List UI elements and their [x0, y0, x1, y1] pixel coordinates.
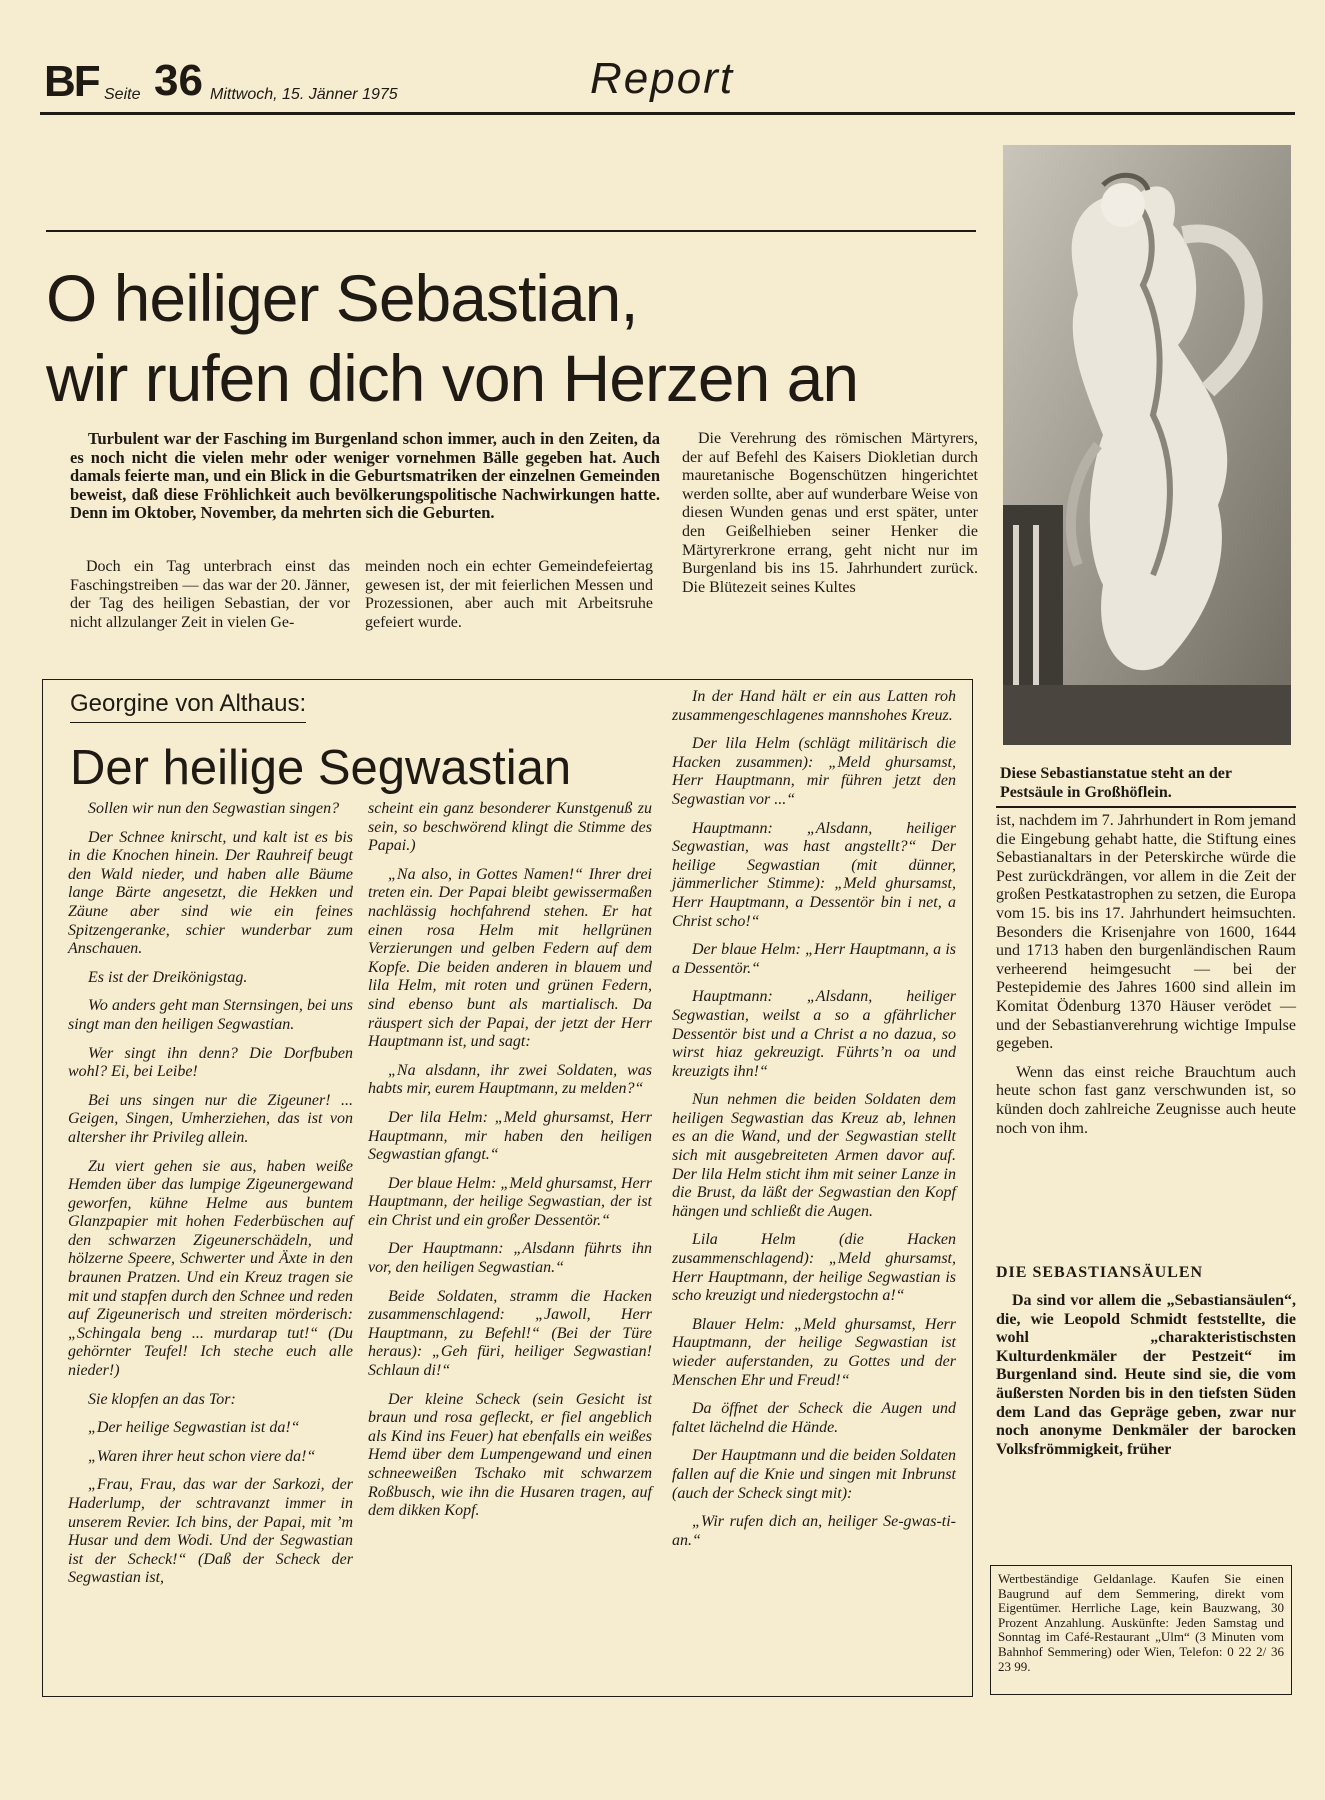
caption-rule [996, 806, 1296, 808]
page-label: Seite [104, 86, 141, 103]
box-paragraph: „Na alsdann, ihr zwei Soldaten, was habts mir, eurem Hauptmann, zu melden?“ [368, 1061, 652, 1098]
box-byline: Georgine von Althaus: [70, 688, 306, 723]
right-column-paragraph-bold: Da sind vor allem die „Sebastiansäulen“, die, wie Leopold Schmidt feststellte, die wohl „charakteristischsten Kulturdenkmäler der Pestzeit“ im Burgenland sind. Heute sind sie, die vom äußersten Norden bis in den tiefsten Süden dem Land das Gepräge geben, zwar nur noch anonyme Denkmäler der barocken Volksfrömmigkeit, früher [996, 1292, 1296, 1458]
box-paragraph: Sie klopfen an das Tor: [88, 1390, 236, 1408]
page-number: 36 [154, 56, 203, 105]
box-paragraph: Blauer Helm: „Meld ghursamst, Herr Hauptmann, der heilige Segwastian ist wieder auferstanden, zu Gottes und der Menschen Ehr und Freud!“ [672, 1315, 956, 1389]
box-column-3 [672, 688, 956, 1560]
box-paragraph: In der Hand hält er ein aus Latten roh zusammengeschlagenes mannshohes Kreuz. [672, 688, 956, 724]
intro-column-1: Doch ein Tag unterbrach einst das Faschingstreiben — das war der 20. Jänner, der Tag des heiligen Sebastian, der vor nicht allzulanger Zeit in vielen Ge- [70, 558, 350, 631]
box-paragraph: „Na also, in Gottes Namen!“ Ihrer drei treten ein. Der Papai bleibt gewissermaßen nachlässig hochfahrend stehen. Er hat einen rosa Helm mit hellgrünen Verzierungen und gelben Federn auf dem Kopfe. Die beiden anderen in blauem und lila Helm, mit roten und grünen Federn, sind ebenso bunt als martialisch. Da räuspert sich der Papai, der jetzt der Herr Hauptmann ist, und sagt: [368, 865, 652, 1051]
right-column-paragraph: Wenn das einst reiche Brauchtum auch heute schon fast ganz verschwunden ist, so künden doch zahlreiche Zeugnisse auch heute noch von ihm. [996, 1063, 1296, 1137]
lead-paragraph: Turbulent war der Fasching im Burgenland schon immer, auch in den Zeiten, da es noch nicht die vielen mehr oder weniger vornehmen Bälle gegeben hat. Auch damals feierte man, und ein Blick in die Geburtsmatriken der einzelnen Gemeinden beweist, daß diese Fröhlichkeit auch bevölkerungspolitische Nachwirkungen hatte. Denn im Oktober, November, da mehrten sich die Geburten. [70, 429, 660, 523]
headline-rule [46, 230, 976, 232]
box-paragraph: Bei uns singen nur die Zigeuner! ... Geigen, Singen, Umherziehen, das ist von altersher ihr Privileg allein. [68, 1091, 353, 1146]
box-paragraph: scheint ein ganz besonderer Kunstgenuß zu sein, so beschwörend klingt die Stimme des Papai.) [368, 800, 652, 855]
box-title: Der heilige Segwastian [70, 741, 572, 795]
box-paragraph: „Der heilige Segwastian ist da!“ [88, 1419, 300, 1437]
headline [46, 258, 986, 418]
box-paragraph: Der lila Helm (schlägt militärisch die Hacken zusammen): „Meld ghursamst, Herr Hauptmann, mir führen jetzt den Segwastian vor ...“ [672, 735, 956, 808]
box-paragraph: „Waren ihrer heut schon viere da!“ [88, 1447, 316, 1465]
photo-caption: Diese Sebastianstatue steht an der Pestsäule in Großhöflein. [1000, 765, 1232, 801]
box-paragraph: Der lila Helm: „Meld ghursamst, Herr Hauptmann, mir haben den heiligen Segwastian gfangt.“ [368, 1108, 652, 1164]
box-paragraph: Wer singt ihn denn? Die Dorfbuben wohl? Ei, bei Leibe! [68, 1044, 353, 1081]
classified-ad-text: Wertbeständige Geldanlage. Kaufen Sie einen Baugrund auf dem Semmering, direkt vom Eigentümer. Herrliche Lage, kein Bauzwang, 30 Prozent Anzahlung. Auskünfte: Jeden Samstag und Sonntag im Café-Restaurant „Ulm“ (3 Minuten vom Bahnhof Semmering) oder Wien, Telefon: 0 22 2/ 36 23 99. [998, 1571, 1284, 1674]
box-paragraph: Lila Helm (die Hacken zusammenschlagend): „Meld ghursamst, Herr Hauptmann, der heilige Segwastian is scho kreuzigt und niedergstochn a!“ [672, 1231, 956, 1305]
box-column-1 [68, 800, 353, 1598]
subheading: DIE SEBASTIANSÄULEN [996, 1264, 1204, 1281]
box-paragraph: Hauptmann: „Alsdann, heiliger Segwastian, weilst a so a gfährlicher Dessentör bist und a Christ a no dazua, so wirst hiaz gekreuzigt. Führts’n oa und kreuzigts ihn!“ [672, 988, 956, 1080]
right-column-paragraph: ist, nachdem im 7. Jahrhundert in Rom jemand die Eingebung gehabt hatte, die Stiftung eines Sebastianaltars in der Peterskirche würde die Pest zurückdrängen, vor allem in die Zeit der großen Pestkatastrophen zu setzen, die Europa vom 15. bis ins 17. Jahrhundert heimsuchten. Besonders die Krisenjahre von 1600, 1644 und 1713 haben den burgenländischen Raum verheerend heimgesucht — bei der Pestepidemie des Jahres 1600 sind allein im Komitat Ödenburg 1370 Häuser verödet — und der Sebastianverehrung wichtige Impulse gegeben. [996, 812, 1296, 1053]
box-paragraph: „Frau, Frau, das war der Sarkozi, der Haderlump, der schtravanzt immer in unserem Revier. Ich bins, der Papai, mit ’m Husar und dem Wodi. Und der Segwastian ist der Scheck!“ (Daß der Scheck der Segwastian ist, [68, 1476, 353, 1587]
box-paragraph: Zu viert gehen sie aus, haben weiße Hemden über das lumpige Zigeunergewand geworfen, kühne Helme aus buntem Glanzpapier mit hohen Federbüschen auf den schwarzen Zigeunerschädeln, und hölzerne Speere, Schwerter und Äxte in den braunen Pratzen. Und ein Kreuz tragen sie mit und stapfen durch den Schnee und reden auf Zigeunerisch und streiten mörderisch: „Schingala beng ... murdarap tut!“ (Du gehörnter Teufel! Ich steche euch alle nieder!) [68, 1157, 353, 1380]
box-paragraph: Wo anders geht man Sternsingen, bei uns singt man den heiligen Segwastian. [68, 997, 353, 1033]
section-title: Report [590, 54, 735, 103]
box-paragraph: Der kleine Scheck (sein Gesicht ist braun und rosa gefleckt, er fiel angeblich als Kind ins Feuer) hat ebenfalls ein weißes Hemd über dem Lumpengewand und einen schneeweißen Tschako mit schwarzem Roßbusch, wie ihn die Husaren tragen, auf dem dikken Kopf. [368, 1390, 652, 1520]
header-rule [40, 112, 1295, 115]
box-paragraph: Hauptmann: „Alsdann, heiliger Segwastian, was hast angstellt?“ Der heilige Segwastian (mit dünner, jämmerlicher Stimme): „Meld ghursamst, Herr Hauptmann, a Dessentör bin i net, a Christ scho!“ [672, 819, 956, 930]
box-paragraph: Der blaue Helm: „Herr Hauptmann, a is a Dessentör.“ [672, 941, 956, 977]
box-paragraph: Nun nehmen die beiden Soldaten dem heiligen Segwastian das Kreuz ab, lehnen es an die Wand, und der Segwastian stellt sich mit ausgebreiteten Armen davor auf. Der lila Helm sticht ihm mit seiner Lanze in die Brust, da läßt der Segwastian den Kopf hängen und schließt die Augen. [672, 1091, 956, 1220]
newspaper-logo: BF [44, 57, 99, 106]
statue-image [1003, 145, 1291, 745]
box-paragraph: Sollen wir nun den Segwastian singen? [88, 800, 340, 817]
box-paragraph: Es ist der Dreikönigstag. [88, 968, 248, 986]
intro-column-2: meinden noch ein echter Gemeindefeiertag gewesen ist, der mit feierlichen Messen und Prozessionen, aber auch mit Arbeitsruhe gefeiert wurde. [365, 558, 653, 631]
box-column-2 [368, 800, 652, 1531]
sebastian-statue-photo [1003, 145, 1291, 745]
box-paragraph: „Wir rufen dich an, heiliger Se-gwas-ti-an.“ [672, 1513, 956, 1549]
intro-column-3: Die Verehrung des römischen Märtyrers, der auf Befehl des Kaisers Diokletian durch mauretanische Bogenschützen hingerichtet werden sollte, aber auf wunderbare Weise von diesen Wunden genas und erst später, unter den Geißelhieben seiner Henker die Märtyrerkrone errang, geht nicht nur im Burgenland bis ins 15. Jahrhundert zurück. Die Blütezeit seines Kultes [682, 430, 978, 596]
box-paragraph: Beide Soldaten, stramm die Hacken zusammenschlagend: „Jawoll, Herr Hauptmann, zu Befehl!“ (Bei der Türe heraus): „Geh füri, heiliger Segwastian! Schlaun di!“ [368, 1287, 652, 1380]
box-paragraph: Der blaue Helm: „Meld ghursamst, Herr Hauptmann, der heilige Segwastian, der ist ein Christ und ein großer Dessentör.“ [368, 1174, 652, 1229]
right-column [996, 812, 1296, 1148]
headline-line-1: O heiliger Sebastian, [46, 261, 638, 335]
box-paragraph: Der Schnee knirscht, und kalt ist es bis in die Knochen hinein. Der Rauhreif beugt den Wald nieder, und haben alle Bäume lange Bärte angesetzt, die Hekken und Zäune aber sind wie ein feines Spitzengeranke, schier wunderbar zum Anschauen. [68, 828, 353, 958]
issue-date: Mittwoch, 15. Jänner 1975 [210, 86, 398, 103]
box-paragraph: Der Hauptmann: „Alsdann führts ihn vor, den heiligen Segwastian.“ [368, 1240, 652, 1277]
headline-line-2: wir rufen dich von Herzen an [46, 341, 859, 415]
box-paragraph: Der Hauptmann und die beiden Soldaten fallen auf die Knie und singen mit Inbrunst (auch der Scheck singt mit): [672, 1447, 956, 1502]
box-paragraph: Da öffnet der Scheck die Augen und faltet lächelnd die Hände. [672, 1400, 956, 1436]
